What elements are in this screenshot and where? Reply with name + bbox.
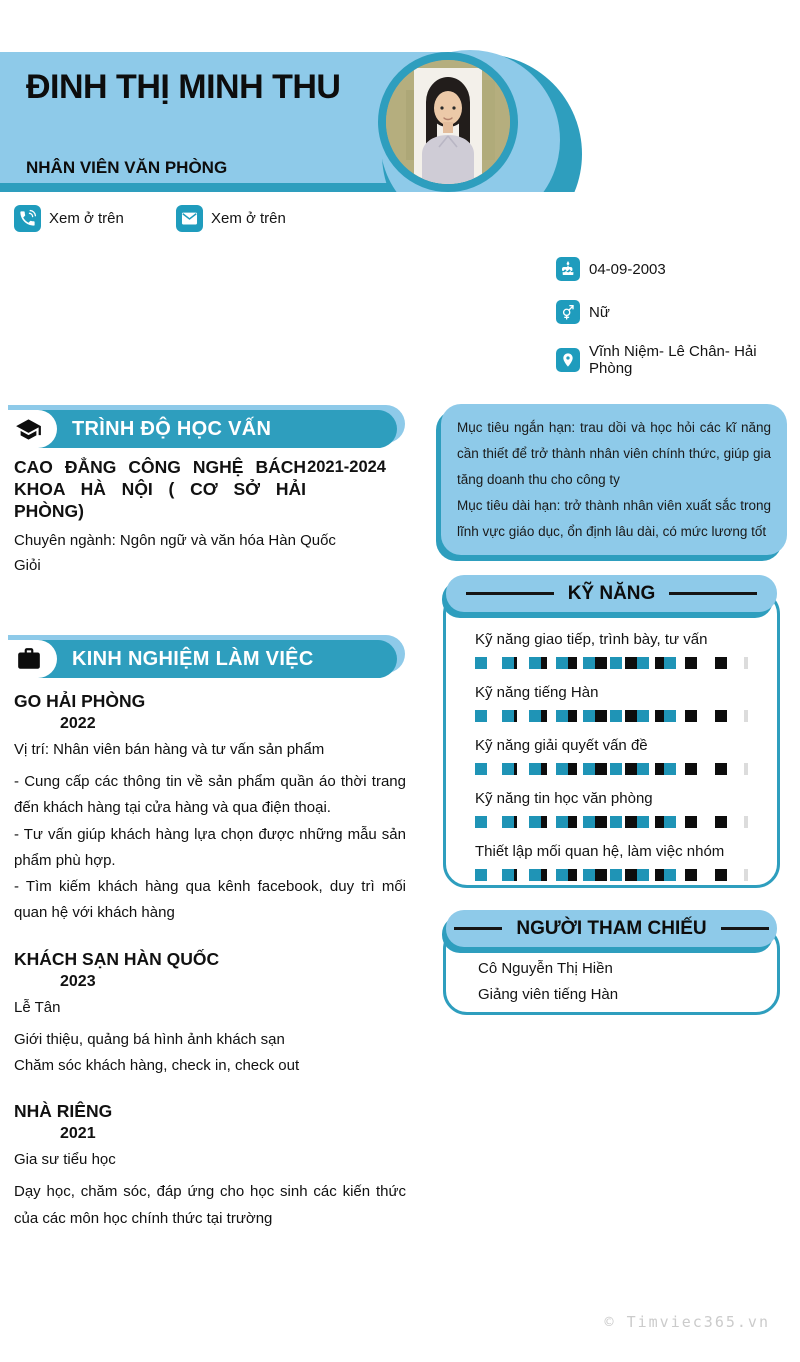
job-detail-line: - Tìm kiếm khách hàng qua kênh facebook, duy trì mối quan hệ với khách hàng [14, 878, 406, 922]
reference-role: Giảng viên tiếng Hàn [478, 986, 619, 1003]
briefcase-icon [0, 640, 57, 678]
decorative-line [466, 592, 554, 595]
skill-item [475, 630, 755, 669]
candidate-name: ĐINH THỊ MINH THU [26, 68, 341, 106]
contact-phone [14, 205, 124, 232]
gender-value: Nữ [589, 303, 610, 321]
job-entry [14, 691, 406, 927]
job-detail-line: Chăm sóc khách hàng, check in, check out [14, 1057, 300, 1075]
job-detail-line: - Cung cấp các thông tin về sản phẩm quần áo thời trang đến khách hàng tại cửa hàng và qua điện thoại. [14, 773, 406, 817]
info-birthday [556, 257, 800, 281]
info-address [556, 343, 800, 377]
experience-section-header [0, 640, 402, 678]
references-list [478, 956, 618, 1008]
section-header-bar [0, 410, 397, 448]
reference-name: Cô Nguyễn Thị Hiền [478, 960, 613, 977]
skills-section-header [446, 575, 777, 612]
job-year: 2023 [60, 972, 96, 990]
experience-content [14, 686, 406, 1232]
watermark: © Timviec365.vn [604, 1313, 770, 1331]
objective-long-term: Mục tiêu dài hạn: trở thành nhân viên xuất sắc trong lĩnh vực giáo dục, ổn định lâu dài, có mức lương tốt [457, 498, 771, 539]
education-section-header [0, 410, 402, 448]
skill-label: Kỹ năng giải quyết vấn đề [475, 737, 648, 754]
skill-level-bar [475, 816, 748, 828]
job-position: Vị trí: Nhân viên bán hàng và tư vấn sản phẩm [14, 741, 325, 758]
section-header-bar [0, 640, 397, 678]
personal-info [556, 257, 800, 396]
skill-level-bar [475, 710, 748, 722]
birthday-cake-icon [556, 257, 580, 281]
education-grade: Giỏi [14, 557, 41, 574]
education-school: CAO ĐẲNG CÔNG NGHỆ BÁCH KHOA HÀ NỘI ( CƠ SỞ HẢI PHÒNG) [14, 457, 306, 521]
job-position: Gia sư tiểu học [14, 1151, 116, 1169]
job-year: 2022 [60, 715, 96, 732]
skill-label: Kỹ năng tiếng Hàn [475, 684, 599, 701]
decorative-line [669, 592, 757, 595]
decorative-line [721, 927, 769, 930]
birthday-value: 04-09-2003 [589, 260, 666, 278]
decorative-line [454, 927, 502, 930]
job-detail-line: Giới thiệu, quảng bá hình ảnh khách sạn [14, 1030, 285, 1048]
header-banner [0, 0, 800, 192]
references-section-header [446, 910, 777, 947]
address-value: Vĩnh Niệm- Lê Chân- Hải Phòng [589, 343, 757, 377]
career-objective-box [441, 404, 787, 555]
skill-level-bar [475, 657, 748, 669]
envelope-icon [176, 205, 203, 232]
portrait-photo-icon [386, 60, 510, 184]
map-pin-icon [556, 348, 580, 372]
skills-section-title: KỸ NĂNG [567, 582, 656, 604]
skill-item [475, 683, 755, 722]
skill-item [475, 842, 755, 881]
job-company: GO HẢI PHÒNG [14, 691, 146, 711]
contact-email [176, 205, 286, 232]
skill-item [475, 789, 755, 828]
candidate-job-title: NHÂN VIÊN VĂN PHÒNG [26, 158, 228, 177]
job-detail-line: - Tư vấn giúp khách hàng lựa chọn được những mẫu sản phẩm phù hợp. [14, 825, 406, 869]
experience-section-title: KINH NGHIỆM LÀM VIỆC [72, 648, 314, 670]
skills-list [475, 630, 755, 895]
education-years: 2021-2024 [307, 458, 386, 476]
job-details [14, 769, 406, 927]
skill-label: Kỹ năng tin học văn phòng [475, 790, 653, 807]
education-content [14, 456, 386, 576]
references-section-title: NGƯỜI THAM CHIẾU [516, 917, 707, 939]
graduation-cap-icon [0, 410, 57, 448]
skill-item [475, 736, 755, 775]
objective-short-term: Mục tiêu ngắn hạn: trau dồi và học hỏi các kĩ năng cần thiết để trở thành nhân viên chính thức, giúp gia tăng doanh thu cho công ty [457, 420, 771, 487]
job-detail-line: Dạy học, chăm sóc, đáp ứng cho học sinh các kiến thức của các môn học chính thức tại trường [14, 1183, 406, 1227]
skill-label: Thiết lập mối quan hệ, làm việc nhóm [475, 843, 725, 860]
job-company: KHÁCH SẠN HÀN QUỐC [14, 948, 220, 969]
education-section-title: TRÌNH ĐỘ HỌC VẤN [72, 418, 272, 440]
gender-symbol-icon [556, 300, 580, 324]
job-details [14, 1179, 406, 1232]
job-details [14, 1027, 406, 1080]
job-company: NHÀ RIÊNG [14, 1101, 113, 1122]
job-entry [14, 1101, 406, 1232]
education-entry [14, 456, 386, 522]
phone-icon [14, 205, 41, 232]
skill-level-bar [475, 869, 748, 881]
profile-photo [378, 52, 518, 192]
job-year: 2021 [60, 1125, 96, 1143]
job-entry [14, 949, 406, 1080]
phone-label: Xem ở trên [49, 210, 124, 227]
education-major: Chuyên ngành: Ngôn ngữ và văn hóa Hàn Quốc [14, 532, 336, 549]
job-position: Lễ Tân [14, 998, 61, 1016]
email-label: Xem ở trên [211, 210, 286, 227]
info-gender [556, 300, 800, 324]
skill-level-bar [475, 763, 748, 775]
skill-label: Kỹ năng giao tiếp, trình bày, tư vấn [475, 631, 708, 648]
